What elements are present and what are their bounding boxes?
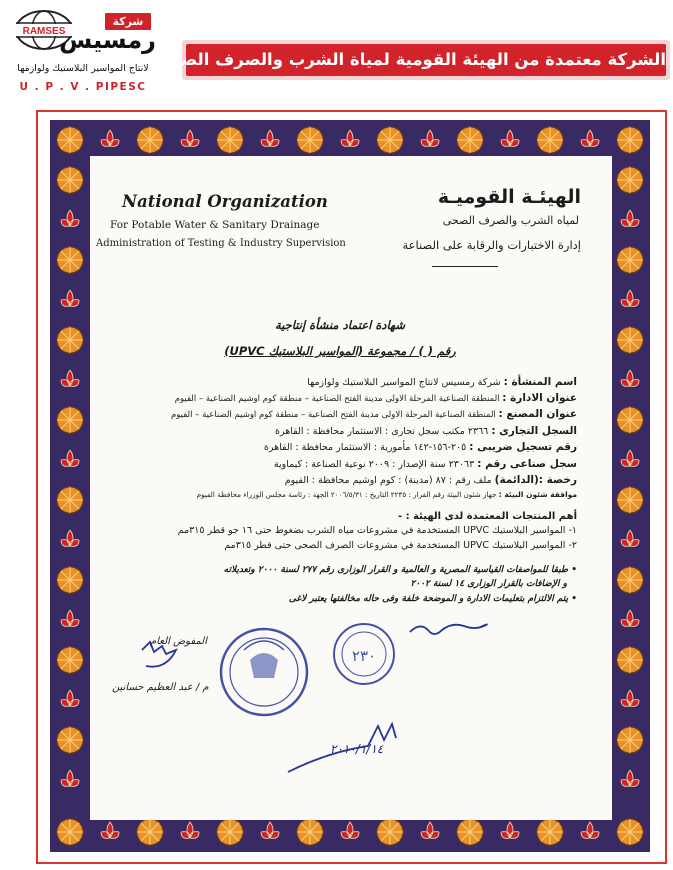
field-label: سجل صناعى رقم :: [477, 458, 577, 470]
org-name-ar: الهيئـة القوميـة: [437, 186, 581, 208]
products-heading: أهم المنتجات المعتمدة لدى الهيئة : -: [397, 511, 577, 522]
fleur-ornament: [621, 210, 639, 226]
fleur-ornament: [61, 290, 79, 306]
fan-ornament: [617, 487, 643, 513]
fan-ornament: [617, 727, 643, 753]
field-value: ملف رقم : ٨٧ (مدينة) : كوم اوشيم محافظة : الفيوم: [284, 475, 492, 486]
fleur-ornament: [581, 822, 599, 838]
field-label: رقم تسجيل ضريبى :: [469, 441, 577, 453]
field-row: [137, 392, 577, 404]
fleur-ornament: [621, 610, 639, 626]
brand-tagline: لانتاج المواسير البلاستيك ولوازمها: [17, 63, 149, 74]
fleur-ornament: [621, 370, 639, 386]
fleur-ornament: [61, 370, 79, 386]
fleur-ornament: [621, 690, 639, 706]
field-row: [137, 425, 577, 437]
field-value: جهاز شئون البيئة رقم القرار : ٢٢٣٥ التاريخ : ٢٠٠٦/٥/٣١ الجهة : رئاسة مجلس الوزراء محافظة الفيوم: [196, 490, 497, 499]
field-label: رخصة :(الدائمة): [494, 474, 577, 486]
signatory-title: المفوض العام: [150, 636, 207, 647]
emblem-text: RAMSES: [22, 26, 66, 37]
fleur-ornament: [261, 822, 279, 838]
registration-stamp: [334, 624, 394, 684]
official-seal-stamp: [221, 629, 307, 715]
fleur-ornament: [61, 210, 79, 226]
fan-ornament: [57, 327, 83, 353]
accreditation-banner: الشركة معتمدة من الهيئة القومية لمياة الشرب والصرف الصحى: [186, 44, 666, 76]
fleur-ornament: [101, 822, 119, 838]
fleur-ornament: [421, 130, 439, 146]
field-value: شركة رمسيس لانتاج المواسير البلاستيك ولوازمها: [307, 377, 501, 388]
fan-ornament: [57, 247, 83, 273]
signed-date: ٢٠١٠/١/١٤: [330, 742, 384, 756]
field-value: المنطقة الصناعية المرحلة الاولى مدينة الفتح الصناعية – منطقة كوم اوشيم الصناعية – الفيوم: [170, 410, 496, 420]
fleur-ornament: [261, 130, 279, 146]
fan-ornament: [617, 647, 643, 673]
field-row: [137, 376, 577, 388]
note-text: طبقا للمواصفات القياسية المصرية و العالمية و القرار الوزارى رقم ٢٧٧ لسنة ٢٠٠٠ وتعديلاته: [223, 565, 569, 575]
fleur-ornament: [621, 290, 639, 306]
brand-name: رمسيس: [59, 26, 156, 54]
fleur-ornament: [61, 770, 79, 786]
fleur-ornament: [501, 130, 519, 146]
fan-ornament: [377, 819, 403, 845]
fleur-ornament: [61, 530, 79, 546]
fleur-ornament: [421, 822, 439, 838]
fleur-ornament: [341, 822, 359, 838]
fan-ornament: [297, 127, 323, 153]
fleur-ornament: [181, 822, 199, 838]
fan-ornament: [57, 487, 83, 513]
signature-right: [410, 624, 487, 634]
note-item: • يتم الالتزام بتعليمات الادارة و الموضحة خلفة وفى حاله مخالفتها يعتبر لاغى: [288, 594, 577, 604]
fan-ornament: [457, 127, 483, 153]
brand-code: U . P . V . PIPESC: [19, 81, 147, 93]
fleur-ornament: [621, 770, 639, 786]
org-name-en: National Organization: [122, 192, 328, 211]
field-value: ٢٣٦٦ مكتب سجل تجارى : الاستثمار محافظة : القاهرة: [275, 426, 489, 437]
certificate-title: شهادة اعتماد منشأة إنتاجية: [275, 318, 405, 332]
org-divider: [432, 266, 498, 267]
company-tag: شركة: [105, 13, 151, 30]
fan-ornament: [137, 127, 163, 153]
fleur-ornament: [61, 450, 79, 466]
field-row: [137, 490, 577, 499]
fleur-ornament: [501, 822, 519, 838]
org-department-ar: إدارة الاختبارات والرقابة على الصناعة: [402, 238, 581, 252]
field-label: عنوان الادارة :: [502, 392, 577, 404]
product-item: ٢- المواسير البلاستيك UPVC المستخدمة في مشروعات الصرف الصحى حتى قطر ٣١٥مم: [224, 540, 577, 551]
fleur-ornament: [61, 610, 79, 626]
fan-ornament: [617, 407, 643, 433]
fan-ornament: [57, 727, 83, 753]
field-row: [137, 458, 577, 470]
fan-ornament: [57, 819, 83, 845]
field-row: [137, 474, 577, 486]
field-label: عنوان المصنع :: [498, 408, 577, 420]
fleur-ornament: [621, 450, 639, 466]
signatory-name: م / عبد العظيم حسانين: [112, 682, 209, 693]
org-subtitle-ar: لمياه الشرب والصرف الصحى: [442, 214, 579, 227]
fan-ornament: [617, 127, 643, 153]
fan-ornament: [377, 127, 403, 153]
fan-ornament: [617, 167, 643, 193]
fan-ornament: [137, 819, 163, 845]
field-label: موافقة شئون البيئة :: [498, 490, 577, 499]
stamp-number: ٢٣٠: [351, 647, 377, 665]
fleur-ornament: [101, 130, 119, 146]
fan-ornament: [617, 819, 643, 845]
fan-ornament: [537, 127, 563, 153]
note-item: • طبقا للمواصفات القياسية المصرية و العالمية و القرار الوزارى رقم ٢٧٧ لسنة ٢٠٠٠ وتعديلاته: [223, 565, 577, 575]
fan-ornament: [457, 819, 483, 845]
fleur-ornament: [181, 130, 199, 146]
certificate-group: رقم ( ) / مجموعة (المواسير البلاستيك UPVC): [224, 344, 456, 358]
fan-ornament: [57, 647, 83, 673]
field-row: [137, 408, 577, 420]
org-department-en: Administration of Testing & Industry Supervision: [96, 238, 346, 249]
fan-ornament: [57, 127, 83, 153]
fan-ornament: [537, 819, 563, 845]
fan-ornament: [217, 127, 243, 153]
field-value: ٢٣٠٦٣ سنة الإصدار : ٢٠٠٩ نوعية الصناعة : كيماوية: [273, 459, 475, 470]
fleur-ornament: [341, 130, 359, 146]
fan-ornament: [57, 167, 83, 193]
org-subtitle-en: For Potable Water & Sanitary Drainage: [110, 219, 320, 231]
header: [0, 0, 673, 100]
fan-ornament: [297, 819, 323, 845]
fan-ornament: [217, 819, 243, 845]
fleur-ornament: [581, 130, 599, 146]
field-label: اسم المنشأة :: [503, 376, 577, 388]
fan-ornament: [617, 567, 643, 593]
field-value: المنطقة الصناعية المرحلة الاولى مدينة الفتح الصناعية – منطقة كوم اوشيم الصناعية – الفيوم: [174, 394, 500, 404]
field-label: السجل التجارى :: [491, 425, 577, 437]
fleur-ornament: [61, 690, 79, 706]
fleur-ornament: [621, 530, 639, 546]
field-row: [137, 441, 577, 453]
note-text: يتم الالتزام بتعليمات الادارة و الموضحة خلفة وفى حاله مخالفتها يعتبر لاغى: [288, 594, 569, 604]
product-item: ١- المواسير البلاستيك UPVC المستخدمة في مشروعات مياه الشرب بضغوط حتى ١٦ جو قطر ٣١٥مم: [177, 525, 577, 536]
fan-ornament: [617, 327, 643, 353]
note-item: و الإضافات بالقرار الوزارى ١٤ لسنة ٢٠٠٢: [410, 579, 567, 589]
fan-ornament: [57, 407, 83, 433]
fan-ornament: [617, 247, 643, 273]
fan-ornament: [57, 567, 83, 593]
field-value: ٢٠٥-١٥٦-١٤٢ مأمورية : الاستثمار محافظة : القاهرة: [263, 442, 467, 453]
